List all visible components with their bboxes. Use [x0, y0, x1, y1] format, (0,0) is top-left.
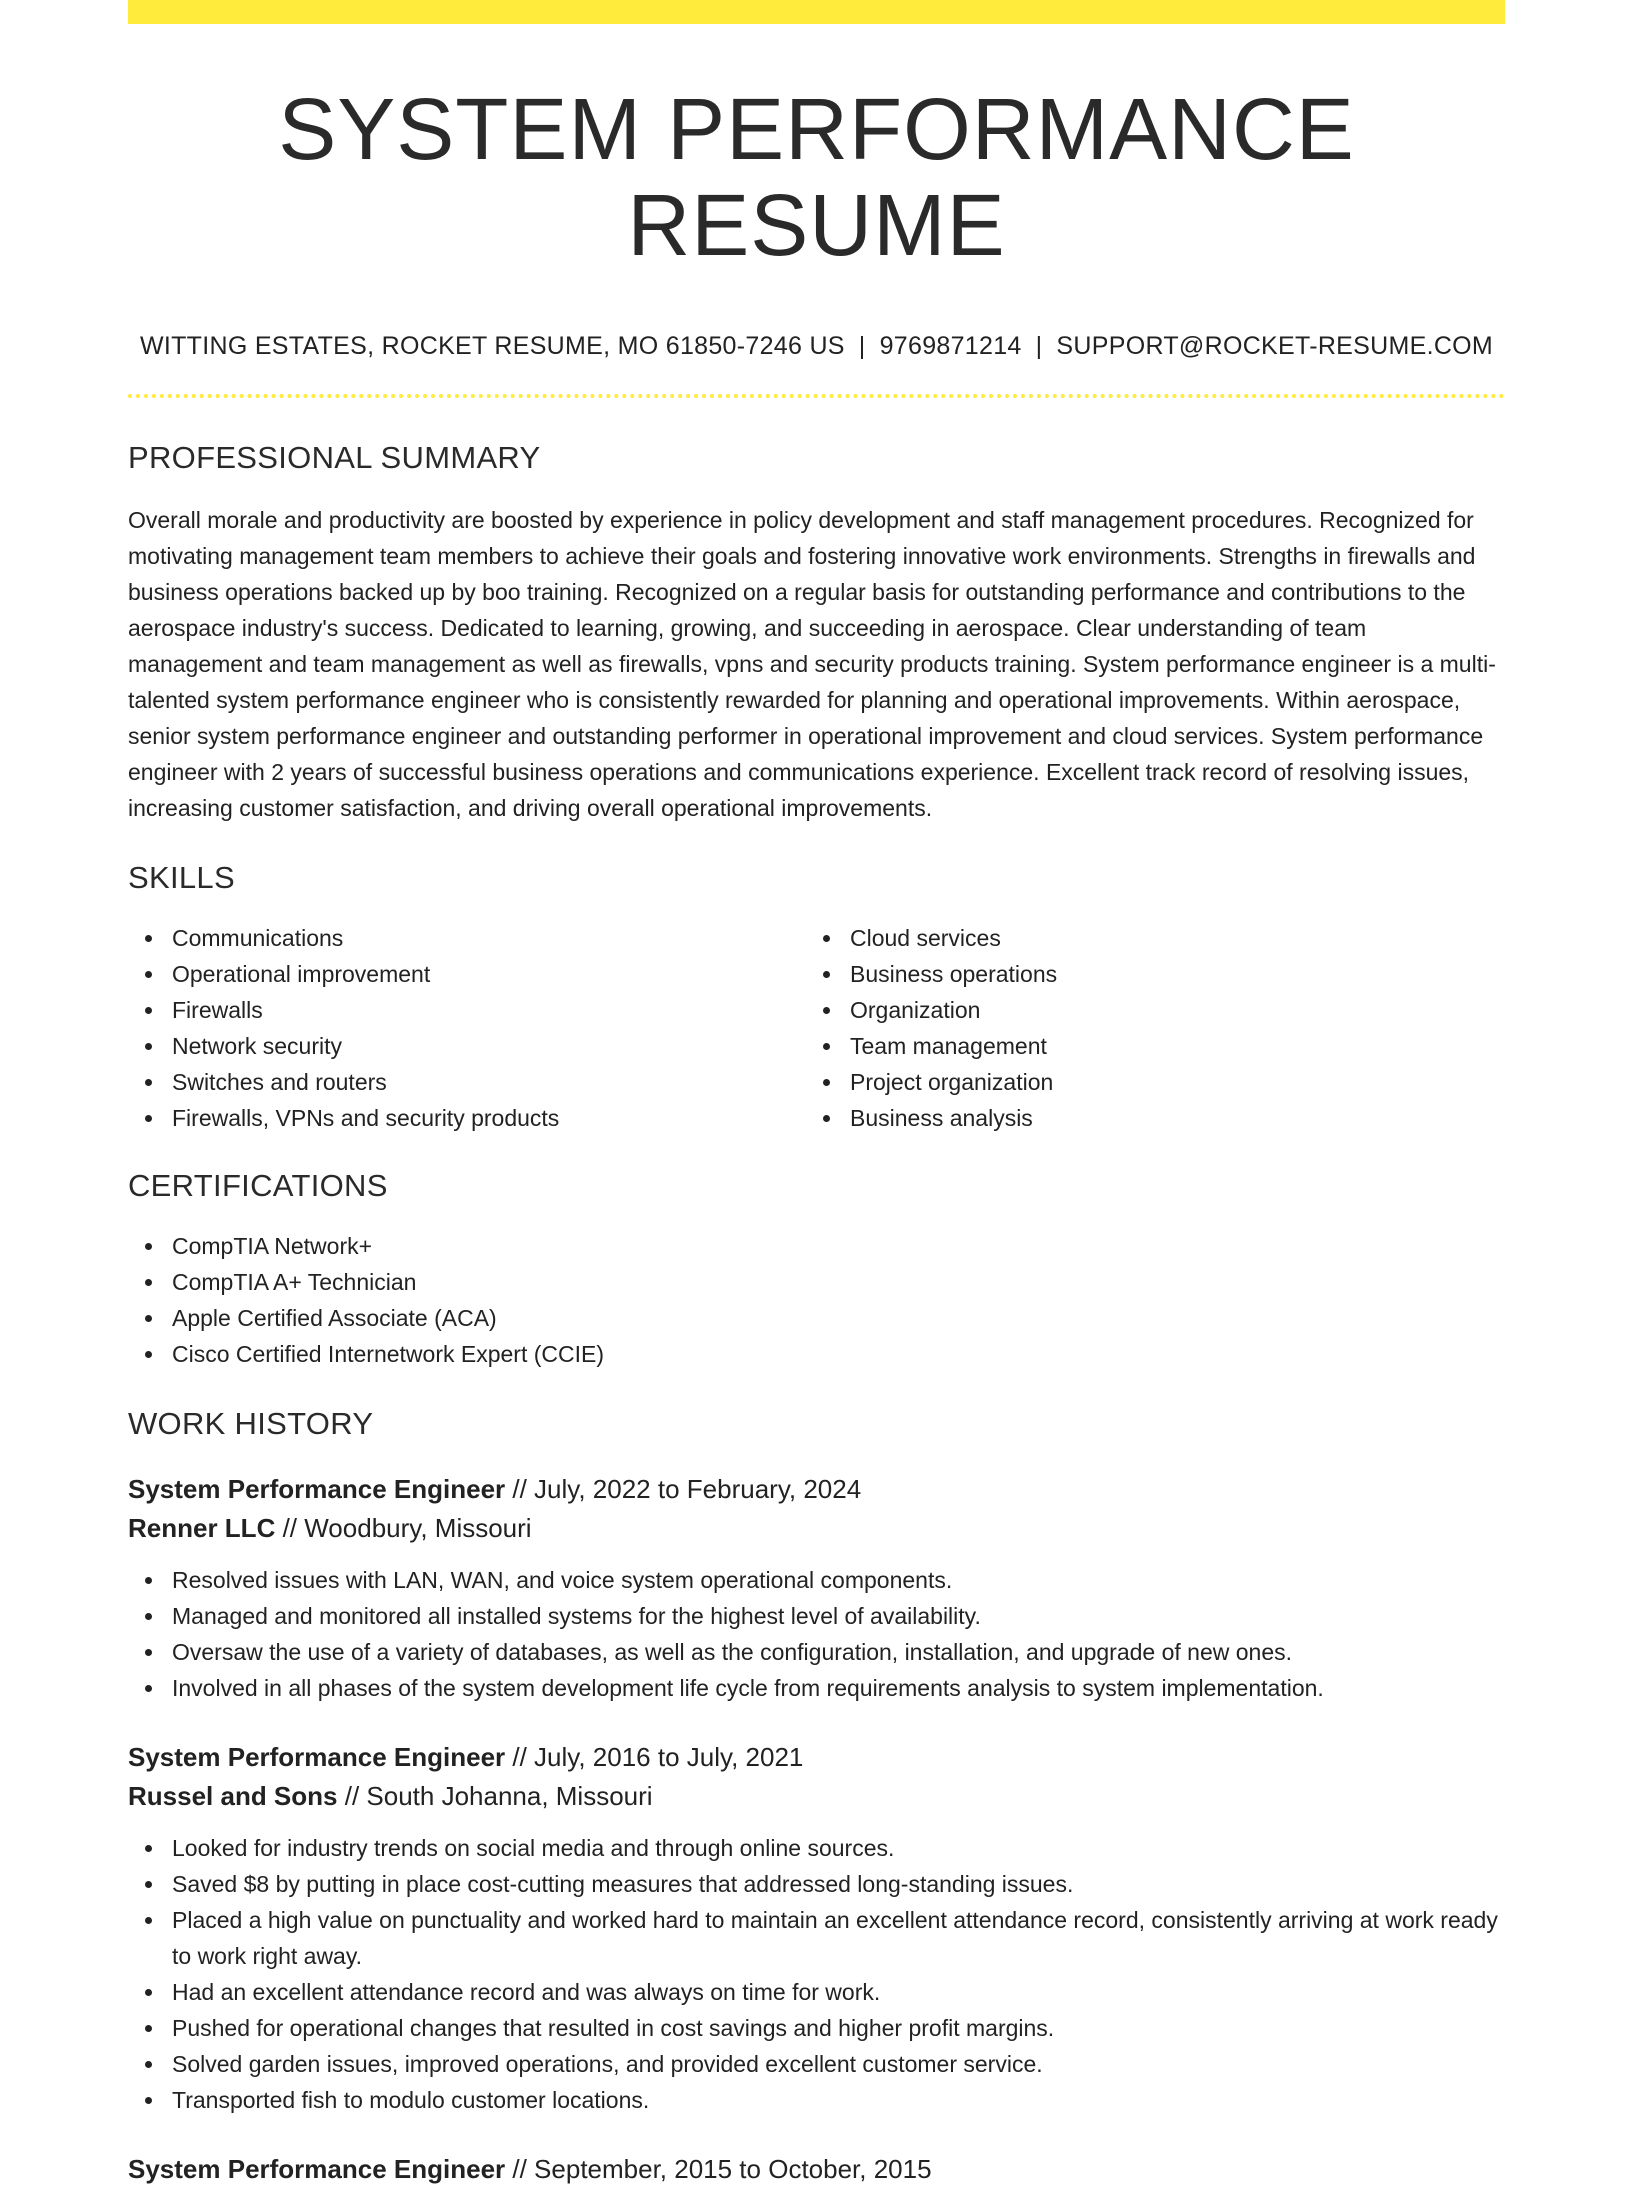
- job-location: // South Johanna, Missouri: [337, 1781, 653, 1811]
- skills-section: [128, 858, 1505, 1136]
- job-duty: Saved $8 by putting in place cost-cutting measures that addressed long-standing issues.: [128, 1866, 1505, 1902]
- skills-column-right: [806, 920, 1484, 1136]
- skill-item: Network security: [128, 1028, 806, 1064]
- resume-title: SYSTEM PERFORMANCE RESUME: [278, 81, 1355, 274]
- job-duty: Had an excellent attendance record and was always on time for work.: [128, 1974, 1505, 2010]
- skills-column-left: [128, 920, 806, 1136]
- skill-item: Team management: [806, 1028, 1484, 1064]
- skill-item: Cloud services: [806, 920, 1484, 956]
- job-dates: // September, 2015 to October, 2015: [505, 2154, 932, 2184]
- job-entry: [128, 2150, 1505, 2189]
- contact-email: SUPPORT@ROCKET-RESUME.COM: [1056, 332, 1494, 360]
- summary-text: Overall morale and productivity are boosted by experience in policy development and staff management procedures. Recognized for motivating management team members to achieve their goals and fostering innovative work environments. Strengths in firewalls and business operations backed up by boo training. Recognized on a regular basis for outstanding performance and contributions to the aerospace industry's success. Dedicated to learning, growing, and succeeding in aerospace. Clear understanding of team management and team management as well as firewalls, vpns and security products training. System performance engineer is a multi-talented system performance engineer who is consistently rewarded for planning and operational improvements. Within aerospace, senior system performance engineer and outstanding performer in operational improvement and cloud services. System performance engineer with 2 years of successful business operations and communications experience. Excellent track record of resolving issues, increasing customer satisfaction, and driving overall operational improvements.: [128, 507, 1496, 821]
- skill-item: Switches and routers: [128, 1064, 806, 1100]
- job-company: Renner LLC: [128, 1513, 276, 1543]
- certification-item: Apple Certified Associate (ACA): [128, 1300, 1505, 1336]
- skill-item: Operational improvement: [128, 956, 806, 992]
- job-duty: Managed and monitored all installed systems for the highest level of availability.: [128, 1598, 1505, 1634]
- job-duty: Transported fish to modulo customer locations.: [128, 2082, 1505, 2118]
- skill-item: Communications: [128, 920, 806, 956]
- job-duty: Pushed for operational changes that resulted in cost savings and higher profit margins.: [128, 2010, 1505, 2046]
- job-location: // Woodbury, Missouri: [275, 1513, 532, 1543]
- certifications-heading: CERTIFICATIONS: [128, 1168, 388, 1203]
- skill-item: Firewalls, VPNs and security products: [128, 1100, 806, 1136]
- skills-heading: SKILLS: [128, 860, 235, 895]
- job-duty: Placed a high value on punctuality and worked hard to maintain an excellent attendance record, consistently arriving at work ready to work right away.: [128, 1902, 1505, 1974]
- job-company-line: [128, 1509, 1505, 1548]
- job-title-line: [128, 1738, 1505, 1777]
- contact-phone: 9769871214: [879, 332, 1022, 360]
- skills-list-right: [806, 920, 1484, 1136]
- certifications-section: [128, 1166, 1505, 1372]
- work-history-heading: WORK HISTORY: [128, 1406, 374, 1441]
- skill-item: Project organization: [806, 1064, 1484, 1100]
- summary-heading: PROFESSIONAL SUMMARY: [128, 440, 541, 475]
- summary-section: [128, 438, 1505, 826]
- job-title: System Performance Engineer: [128, 2154, 506, 2184]
- job-duty: Looked for industry trends on social media and through online sources.: [128, 1830, 1505, 1866]
- job-title-line: [128, 1470, 1505, 1509]
- skill-item: Business analysis: [806, 1100, 1484, 1136]
- job-company-line: [128, 1777, 1505, 1816]
- contact-separator: |: [858, 332, 866, 360]
- skill-item: Business operations: [806, 956, 1484, 992]
- certification-item: CompTIA A+ Technician: [128, 1264, 1505, 1300]
- skills-list-left: [128, 920, 806, 1136]
- job-entry: [128, 1738, 1505, 2118]
- dotted-divider: [128, 394, 1505, 398]
- work-history-section: [128, 1404, 1505, 2189]
- contact-address: WITTING ESTATES, ROCKET RESUME, MO 61850-7246 US: [139, 332, 845, 360]
- certification-item: Cisco Certified Internetwork Expert (CCIE): [128, 1336, 1505, 1372]
- contact-separator: |: [1035, 332, 1043, 360]
- job-title: System Performance Engineer: [128, 1474, 506, 1504]
- skill-item: Firewalls: [128, 992, 806, 1028]
- job-duties-list: [128, 1830, 1505, 2118]
- certifications-list: [128, 1228, 1505, 1372]
- job-duties-list: [128, 1562, 1505, 1706]
- job-duty: Involved in all phases of the system development life cycle from requirements analysis to system implementation.: [128, 1670, 1505, 1706]
- resume-page: [128, 0, 1505, 2189]
- skill-item: Organization: [806, 992, 1484, 1028]
- job-duty: Solved garden issues, improved operations, and provided excellent customer service.: [128, 2046, 1505, 2082]
- skills-columns: [128, 920, 1505, 1136]
- job-duty: Resolved issues with LAN, WAN, and voice system operational components.: [128, 1562, 1505, 1598]
- job-dates: // July, 2022 to February, 2024: [505, 1474, 862, 1504]
- certification-item: CompTIA Network+: [128, 1228, 1505, 1264]
- job-company: Russel and Sons: [128, 1781, 338, 1811]
- job-entry: [128, 1470, 1505, 1706]
- job-title: System Performance Engineer: [128, 1742, 506, 1772]
- job-title-line: [128, 2150, 1505, 2189]
- job-duty: Oversaw the use of a variety of databases, as well as the configuration, installation, and upgrade of new ones.: [128, 1634, 1505, 1670]
- job-dates: // July, 2016 to July, 2021: [505, 1742, 804, 1772]
- contact-line: [128, 330, 1505, 362]
